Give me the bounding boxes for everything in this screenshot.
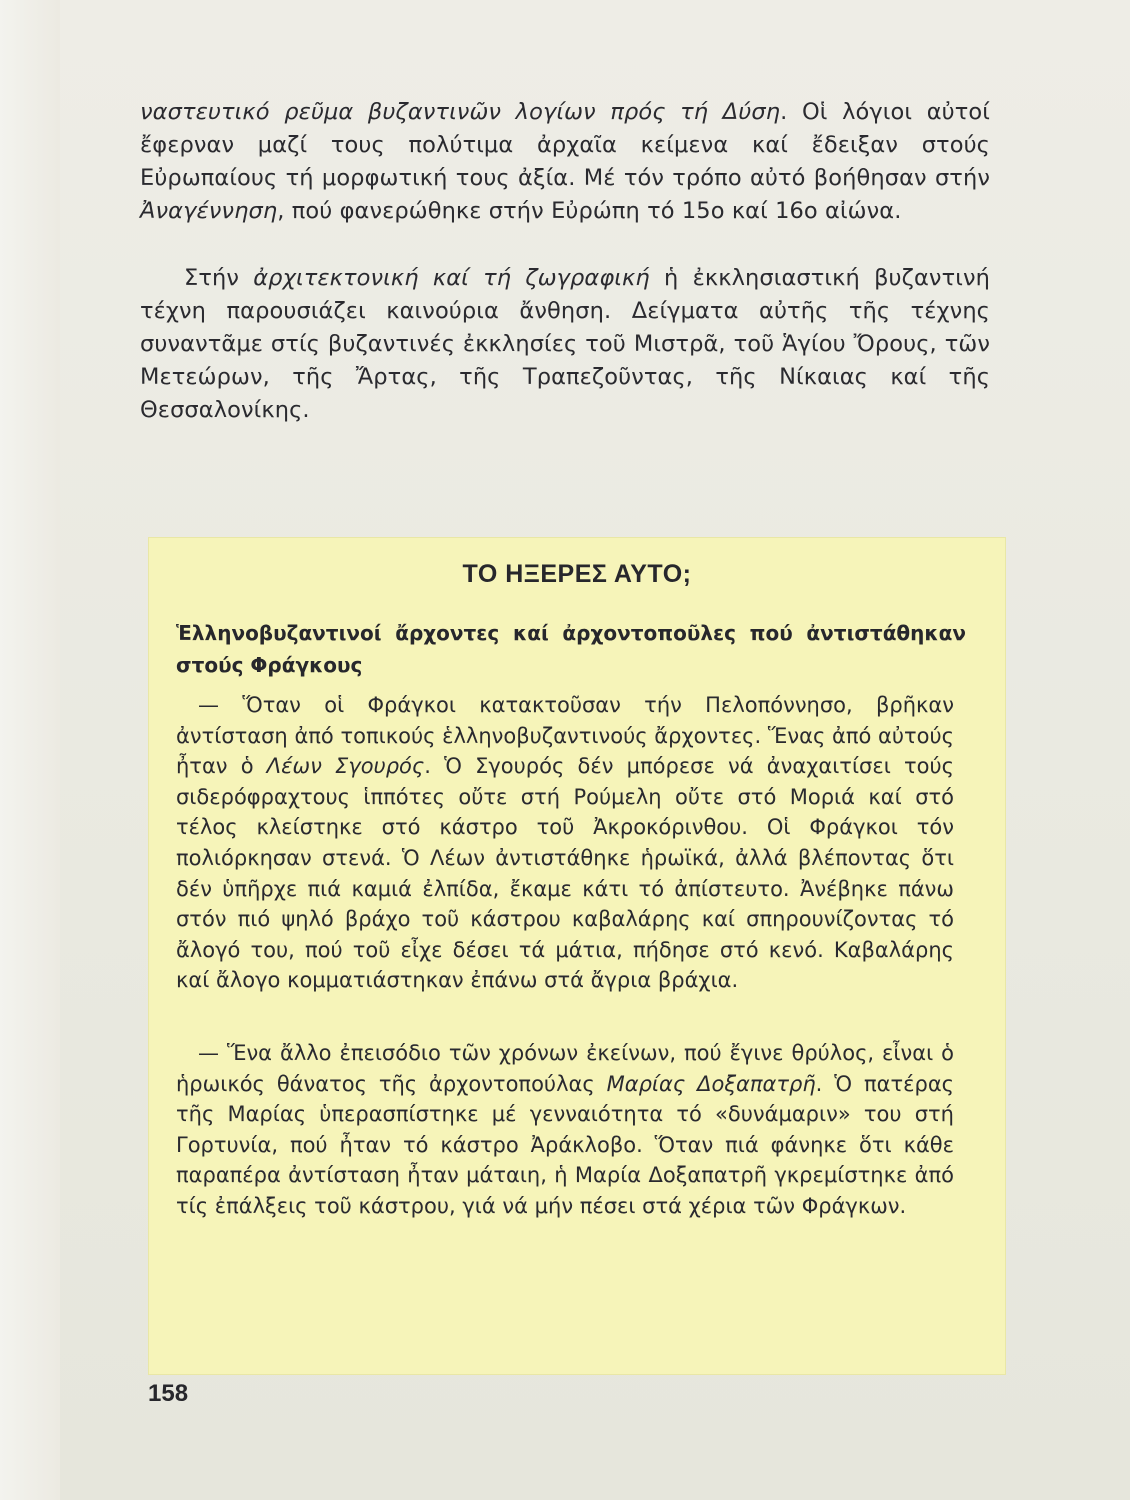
body-paragraph-1 (140, 96, 990, 228)
box-title: ΤΟ ΗΞΕΡΕΣ ΑΥΤΟ; (462, 560, 692, 588)
text-run: — Ὅταν οἱ Φράγκοι κατακτοῦσαν τήν Πελοπόννησο, βρῆκαν ἀντίσταση ἀπό τοπικούς ἑλληνοβυζαντινούς ἄρχοντες. Ἕνας ἀπό αὐτούς ἦταν ὁ (176, 693, 954, 779)
text-run: , πού φανερώθηκε στήν Εὐρώπη τό 15ο καί 16ο αἰώνα. (277, 198, 902, 224)
italic-phrase: Λέων Σγουρός (266, 754, 425, 779)
text-run: . Ὁ πατέρας τῆς Μαρίας ὑπερασπίστηκε μέ γενναιότητα τό «δυνάμαριν» του στή Γορτυνία, πού ἦταν τό κάστρο Ἀράκλοβο. Ὅταν πιά φάνηκε ὅτι κάθε παραπέρα ἀντίσταση ἦταν μάταιη, ἡ Μαρία Δοξαπατρῆ γκρεμίστηκε ἀπό τίς ἐπάλξεις τοῦ κάστρου, γιά νά μήν πέσει στά χέρια τῶν Φράγκων. (176, 1071, 954, 1218)
page-left-margin (0, 0, 60, 1500)
text-run: . Οἱ λόγιοι αὐτοί ἔφερναν μαζί τους πολύτιμα ἀρχαῖα κείμενα καί ἔδειξαν στούς Εὐρωπαίους τή μορφωτική τους ἀξία. Μέ τόν τρόπο αὐτό βοήθησαν στήν (140, 99, 990, 191)
italic-phrase: ἀρχιτεκτονική καί τή ζωγραφική (253, 265, 650, 291)
text-run: Στήν (184, 265, 254, 291)
text-run: — Ἕνα ἄλλο ἐπεισόδιο τῶν χρόνων ἐκείνων, πού ἔγινε θρύλος, εἶναι ὁ ἡρωικός θάνατος τῆς ἀρχοντοπούλας (176, 1041, 954, 1096)
italic-phrase: ναστευτικό ρεῦμα βυζαντινῶν λογίων πρός τή Δύση (140, 99, 781, 125)
page-number: 158 (148, 1380, 189, 1407)
box-paragraph-2 (176, 1038, 954, 1222)
box-paragraph-1 (176, 690, 954, 996)
italic-phrase: Μαρίας Δοξαπατρῆ (606, 1071, 816, 1096)
body-paragraph-2 (140, 262, 990, 427)
box-subtitle: Ἑλληνοβυζαντινοί ἄρχοντες καί ἀρχοντοποῦλες πού ἀντιστάθηκαν στούς Φράγκους (176, 621, 966, 677)
italic-phrase: Ἀναγέννηση (140, 198, 278, 224)
text-run: . Ὁ Σγουρός δέν μπόρεσε νά ἀναχαιτίσει τούς σιδερόφραχτους ἱππότες οὔτε στή Ρούμελη οὔτε στό Μοριά καί στό τέλος κλείστηκε στό κάστρο τοῦ Ἀκροκόρινθου. Οἱ Φράγκοι τόν πολιόρκησαν στενά. Ὁ Λέων ἀντιστάθηκε ἡρωϊκά, ἀλλά βλέποντας ὅτι δέν ὑπῆρχε πιά καμιά ἐλπίδα, ἔκαμε κάτι τό ἀπίστευτο. Ἀνέβηκε πάνω στόν πιό ψηλό βράχο τοῦ κάστρου καβαλάρης καί σπηρουνίζοντας τό ἄλογό του, πού τοῦ εἶχε δέσει τά μάτια, πήδησε στό κενό. Καβαλάρης καί ἄλογο κομματιάστηκαν ἐπάνω στά ἄγρια βράχια. (176, 754, 954, 993)
text-run: ἡ ἐκκλησιαστική βυζαντινή τέχνη παρουσιάζει καινούρια ἄνθηση. Δείγματα αὐτῆς τῆς τέχνης συναντᾶμε στίς βυζαντινές ἐκκλησίες τοῦ Μιστρᾶ, τοῦ Ἁγίου Ὄρους, τῶν Μετεώρων, τῆς Ἄρτας, τῆς Τραπεζοῦντας, τῆς Νίκαιας καί τῆς Θεσσαλονίκης. (140, 265, 990, 423)
